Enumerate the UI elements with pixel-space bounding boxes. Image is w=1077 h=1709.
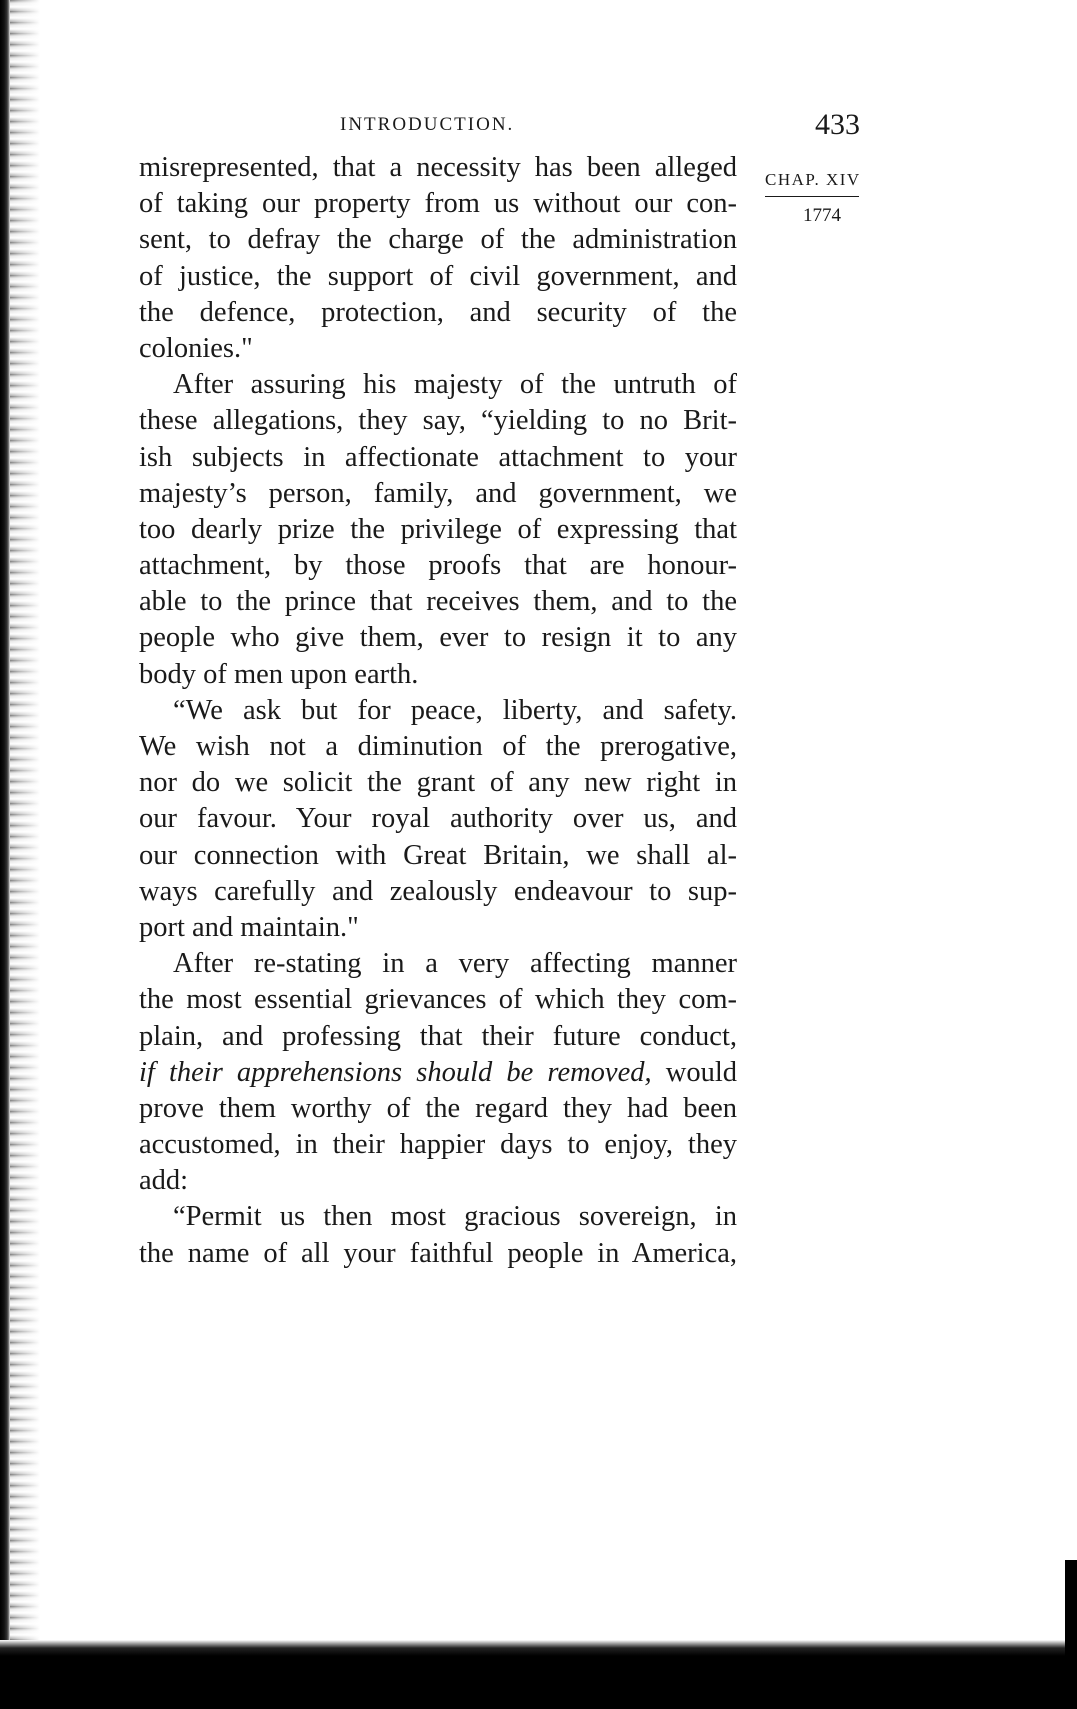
text-line: add:	[139, 1165, 189, 1197]
text-line: people who give them, ever to resign it to any	[139, 622, 737, 654]
text-line: attachment, by those proofs that are honour-	[139, 550, 737, 582]
binding-shadow	[10, 0, 40, 1709]
text-line: accustomed, in their happier days to enjoy, they	[139, 1129, 737, 1161]
body-text	[139, 150, 737, 1272]
text-line: sent, to defray the charge of the administration	[139, 224, 737, 256]
scan-bottom-border	[0, 1640, 1077, 1709]
text-line: plain, and professing that their future conduct,	[139, 1020, 737, 1052]
text-line: We wish not a diminution of the prerogative,	[139, 731, 737, 762]
scan-right-border	[1065, 1560, 1077, 1709]
text-line: too dearly prize the privilege of expressing that	[139, 513, 737, 545]
page-number: 433	[815, 108, 860, 141]
margin-note	[765, 170, 859, 227]
text-line: port and maintain."	[139, 911, 359, 943]
text-line: ways carefully and zealously endeavour to sup-	[139, 875, 737, 907]
text-line: our favour. Your royal authority over us, and	[139, 803, 737, 835]
text-line: misrepresented, that a necessity has been alleged	[139, 152, 737, 183]
margin-chapter: CHAP. XIV	[765, 170, 859, 197]
text-line: of justice, the support of civil government, and	[139, 260, 737, 292]
text-line: majesty’s person, family, and government, we	[139, 477, 737, 509]
paragraph-first-line: After re-stating in a very affecting manner	[173, 948, 737, 980]
text-fragment: would	[665, 1056, 737, 1088]
text-line: of taking our property from us without our con-	[139, 188, 737, 220]
text-line: ish subjects in affectionate attachment to your	[139, 441, 737, 473]
text-line: these allegations, they say, “yielding to no Brit-	[139, 405, 737, 437]
text-line: our connection with Great Britain, we shall al-	[139, 839, 737, 871]
text-line: the most essential grievances of which they com-	[139, 984, 737, 1016]
text-line: nor do we solicit the grant of any new right in	[139, 767, 737, 799]
paragraph-first-line: “Permit us then most gracious sovereign, in	[173, 1201, 737, 1233]
running-head: INTRODUCTION.	[340, 114, 515, 135]
margin-year: 1774	[803, 205, 841, 226]
paragraph-first-line: After assuring his majesty of the untruth of	[173, 369, 737, 401]
italic-text-line	[139, 1055, 737, 1091]
text-line: body of men upon earth.	[139, 658, 419, 690]
text-line: prove them worthy of the regard they had been	[139, 1092, 737, 1124]
text-line: colonies."	[139, 332, 253, 364]
text-line: able to the prince that receives them, and to the	[139, 586, 737, 618]
text-line: the defence, protection, and security of the	[139, 296, 737, 328]
paragraph-first-line: “We ask but for peace, liberty, and safety.	[173, 694, 737, 726]
italic-phrase: if their apprehensions should be removed,	[139, 1056, 652, 1088]
text-line: the name of all your faithful people in America,	[139, 1237, 737, 1269]
binding-edge	[0, 0, 10, 1709]
